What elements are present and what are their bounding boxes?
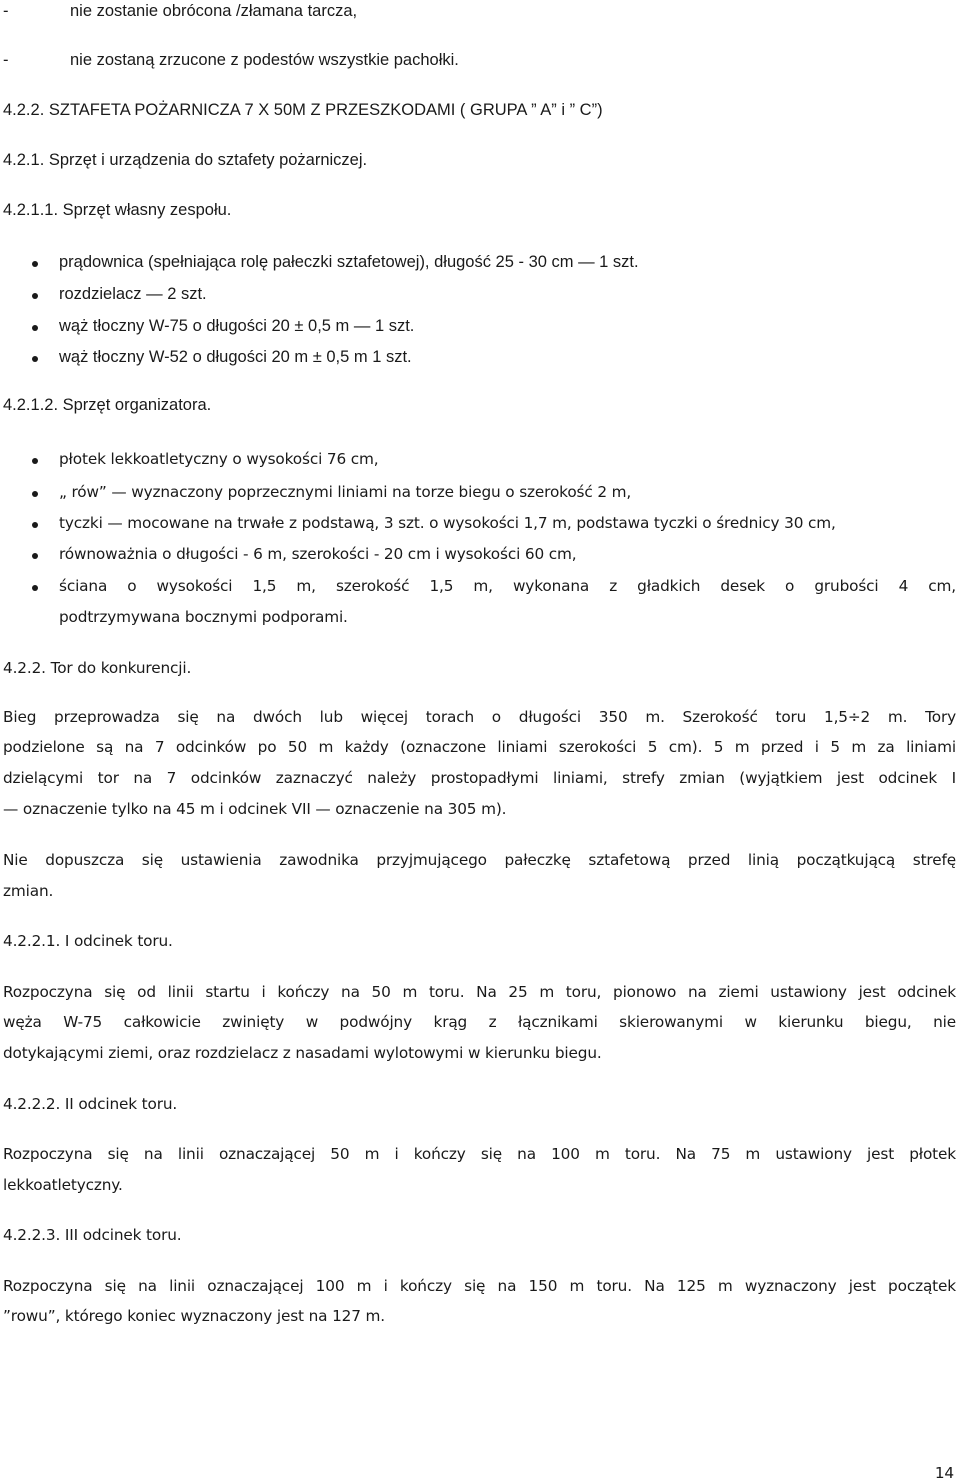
bullet-icon [32, 585, 38, 591]
subsection-heading: 4.2.2.2. II odcinek toru. [3, 1095, 178, 1113]
paragraph-line: ”rowu”, którego koniec wyznaczony jest na 127 m. [3, 1307, 386, 1325]
list-item: tyczki — mocowane na trwałe z podstawą, 3 szt. o wysokości 1,7 m, podstawa tyczki o średnicy 30 cm, [0, 514, 960, 536]
paragraph-line: dotykającymi ziemi, oraz rozdzielacz z nasadami wylotowymi w kierunku biegu. [3, 1044, 602, 1062]
bullet-icon [32, 325, 38, 331]
list-item: wąż tłoczny W-75 o długości 20 ± 0,5 m — 1 szt. [0, 317, 960, 339]
subsection-heading: 4.2.2.1. I odcinek toru. [3, 932, 173, 950]
list-item: równoważnia o długości - 6 m, szerokości - 20 cm i wysokości 60 cm, [0, 545, 960, 567]
subsection-heading: 4.2.2.3. III odcinek toru. [3, 1226, 182, 1244]
list-item-continuation: podtrzymywana bocznymi podporami. [59, 608, 348, 626]
bullet-icon [32, 261, 38, 267]
bullet-icon [32, 553, 38, 559]
bullet-icon [32, 458, 38, 464]
paragraph-line: zmian. [3, 882, 54, 900]
subsection-heading: 4.2.1.1. Sprzęt własny zespołu. [3, 201, 232, 219]
list-item: „ rów” — wyznaczony poprzecznymi liniami na torze biegu o szerokość 2 m, [0, 483, 960, 505]
list-item: wąż tłoczny W-52 o długości 20 m ± 0,5 m 1 szt. [0, 348, 960, 370]
subsection-heading: 4.2.1.2. Sprzęt organizatora. [3, 396, 212, 414]
paragraph-line: lekkoatletyczny. [3, 1176, 123, 1194]
bullet-icon [32, 491, 38, 497]
bullet-icon [32, 522, 38, 528]
paragraph-line: — oznaczenie tylko na 45 m i odcinek VII — oznaczenie na 305 m). [3, 800, 507, 818]
list-item: rozdzielacz — 2 szt. [0, 285, 960, 307]
section-heading: 4.2.2. SZTAFETA POŻARNICZA 7 X 50M Z PRZESZKODAMI ( GRUPA ” A” i ” C”) [3, 101, 603, 119]
list-item: płotek lekkoatletyczny o wysokości 76 cm, [0, 450, 960, 472]
subsection-heading: 4.2.2. Tor do konkurencji. [3, 659, 192, 677]
list-item: prądownica (spełniająca rolę pałeczki sztafetowej), długość 25 - 30 cm — 1 szt. [0, 253, 960, 275]
bullet-icon [32, 293, 38, 299]
bullet-icon [32, 356, 38, 362]
subsection-heading: 4.2.1. Sprzęt i urządzenia do sztafety pożarniczej. [3, 151, 368, 169]
page-number: 14 [934, 1464, 954, 1482]
list-item: ściana o wysokości 1,5 m, szerokość 1,5 m, wykonana z gładkich desek o grubości 4 cm, [0, 577, 960, 599]
